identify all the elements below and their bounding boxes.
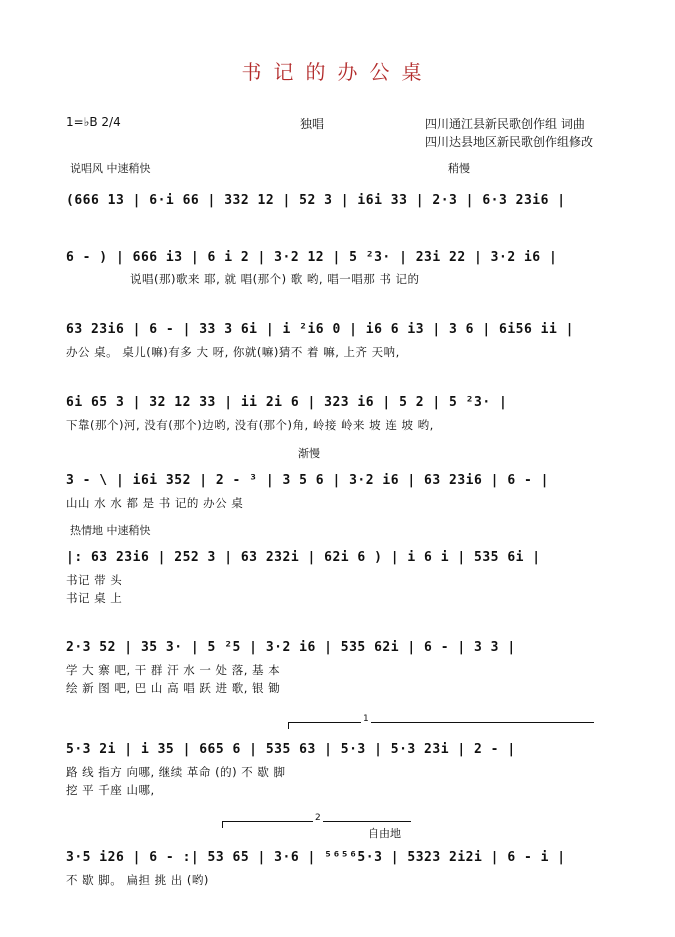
lyric-line: 说唱(那)歌来 耶, 就 唱(那个) 歌 哟, 唱一唱那 书 记的 bbox=[130, 272, 420, 286]
notation-line: 6 - ) | 666 i3 | 6 i 2 | 3·2 12 | 5 ²3· | 23i 22 | 3·2 i6 | bbox=[66, 250, 558, 265]
notation-line: 6i 65 3 | 32 12 33 | ii 2i 6 | 323 i6 | 5 2 | 5 ²3· | bbox=[66, 395, 508, 410]
lyric-line: 路 线 指方 向哪, 继续 革命 (的) 不 歇 脚 bbox=[66, 765, 286, 779]
notation-line: (666 13 | 6·i 66 | 332 12 | 52 3 | i6i 33 | 2·3 | 6·3 23i6 | bbox=[66, 193, 566, 208]
volta-bracket-2: 2 bbox=[222, 821, 411, 828]
tempo-mark: 自由地 bbox=[368, 827, 401, 840]
lyric-line: 学 大 寨 吧, 干 群 汗 水 一 处 落, 基 本 bbox=[66, 663, 281, 677]
volta-bracket-1: 1 bbox=[288, 722, 594, 729]
lyric-line: 书记 带 头 bbox=[66, 573, 123, 587]
notation-line: |: 63 23i6 | 252 3 | 63 232i | 62i 6 ) | i 6 i | 535 6i | bbox=[66, 550, 541, 565]
lyric-line: 挖 平 千座 山哪, bbox=[66, 783, 155, 797]
lyric-line: 山山 水 水 都 是 书 记的 办公 桌 bbox=[66, 496, 244, 510]
key-signature: 1=♭B 2/4 bbox=[66, 115, 121, 129]
notation-line: 3 - \ | i6i 352 | 2 - ³ | 3 5 6 | 3·2 i6 | 63 23i6 | 6 - | bbox=[66, 473, 549, 488]
lyric-line: 下靠(那个)河, 没有(那个)边哟, 没有(那个)角, 岭接 岭来 坡 连 坡 哟, bbox=[66, 418, 434, 432]
tempo-mark: 说唱风 中速稍快 bbox=[70, 162, 151, 175]
credit-line-2: 四川达县地区新民歌创作组修改 bbox=[425, 135, 594, 149]
notation-line: 3·5 i26 | 6 - :| 53 65 | 3·6 | ⁵⁶⁵⁶5·3 | 5323 2i2i | 6 - i | bbox=[66, 850, 566, 865]
notation-line: 5·3 2i | i 35 | 665 6 | 535 63 | 5·3 | 5·3 23i | 2 - | bbox=[66, 742, 516, 757]
credit-line-1: 四川通江县新民歌创作组 词曲 bbox=[425, 117, 585, 131]
lyric-line: 书记 桌 上 bbox=[66, 591, 123, 605]
notation-line: 2·3 52 | 35 3· | 5 ²5 | 3·2 i6 | 535 62i | 6 - | 3 3 | bbox=[66, 640, 516, 655]
tempo-mark: 稍慢 bbox=[448, 162, 470, 175]
tempo-mark: 渐慢 bbox=[298, 447, 320, 460]
performance-type: 独唱 bbox=[300, 117, 325, 131]
lyric-line: 绘 新 图 吧, 巴 山 高 唱 跃 进 歌, 银 锄 bbox=[66, 681, 281, 695]
notation-line: 63 23i6 | 6 - | 33 3 6i | i ²i6 0 | i6 6 i3 | 3 6 | 6i56 ii | bbox=[66, 322, 574, 337]
lyric-line: 办公 桌。 桌儿(嘛)有多 大 呀, 你就(嘛)猜不 着 嘛, 上齐 天呐, bbox=[66, 345, 400, 359]
lyric-line: 不 歇 脚。 扁担 挑 出 (哟) bbox=[66, 873, 209, 887]
tempo-mark: 热情地 中速稍快 bbox=[70, 524, 151, 537]
song-title: 书记的办公桌 bbox=[241, 60, 434, 84]
